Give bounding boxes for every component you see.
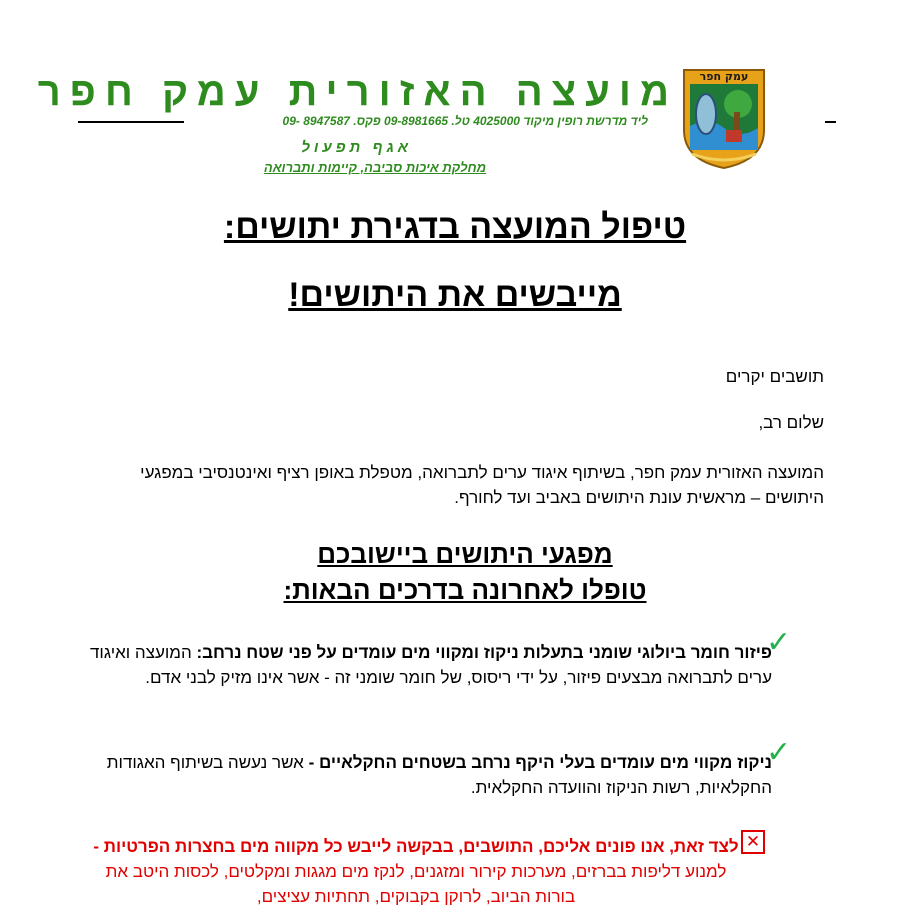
warning-lead: לצד זאת, אנו פונים אליכם, התושבים, בבקשה לייבש כל מקווה מים בחצרות הפרטיות - — [93, 837, 739, 856]
greeting-line2: שלום רב, — [758, 413, 824, 432]
list-item — [82, 640, 772, 690]
list-item — [82, 750, 772, 800]
checkmark-icon: ✓ — [766, 626, 792, 659]
item-body: אשר נעשה בשיתוף האגודות החקלאיות, רשות הניקוז והוועדה החקלאית. — [106, 753, 772, 797]
warning-paragraph — [86, 834, 746, 909]
sub-title: מייבשים את היתושים! — [288, 276, 622, 314]
department-name: מחלקת איכות סביבה, קיימות ותברואה — [263, 160, 487, 175]
greeting-line1: תושבים יקרים — [725, 367, 824, 386]
intro-paragraph: המועצה האזורית עמק חפר, בשיתוף איגוד ערים לתברואה, מטפלת באופן רציף ואינטנסיבי במפגעי היתושים – מראשית עונת היתושים באביב ועד לחורף. — [140, 463, 824, 507]
contact-line: ליד מדרשת רופין מיקוד 4025000 טל. 09-8981665 פקס. 8947587 -09 — [282, 114, 648, 128]
header-rule-right — [825, 121, 836, 123]
cross-box-icon: ✕ — [741, 830, 765, 854]
warning-body: למנוע דליפות בברזים, מערכות קירור ומזגנים, לנקז מים מגגות ומקלטים, לכסות היטב את בורות הביוב, לרוקן בקבוקים, תחתיות עציצים, — [105, 862, 727, 906]
main-title: טיפול המועצה בדגירת יתושים: — [223, 208, 687, 246]
logo-label: עמק חפר — [699, 70, 749, 83]
item-title: ניקוז מקווי מים עומדים בעלי היקף נרחב בשטחים החקלאיים - — [308, 753, 772, 772]
section-heading — [200, 536, 730, 608]
division-name: אגף תפעול — [301, 139, 412, 156]
org-name: מועצה האזורית עמק חפר — [37, 70, 678, 114]
header-rule-left — [78, 121, 184, 123]
item-body: המועצה ואיגוד ערים לתברואה מבצעים פיזור, על ידי ריסוס, של חומר שומני זה - אשר אינו מזיק לבני אדם. — [90, 643, 772, 687]
checkmark-icon: ✓ — [766, 736, 792, 769]
council-emblem-logo — [680, 68, 768, 170]
section-heading-line1: מפגעי היתושים ביישובכם — [317, 539, 613, 569]
item-title: פיזור חומר ביולוגי שומני בתעלות ניקוז ומקווי מים עומדים על פני שטח נרחב: — [196, 643, 772, 662]
section-heading-line2: טופלו לאחרונה בדרכים הבאות: — [283, 575, 647, 605]
